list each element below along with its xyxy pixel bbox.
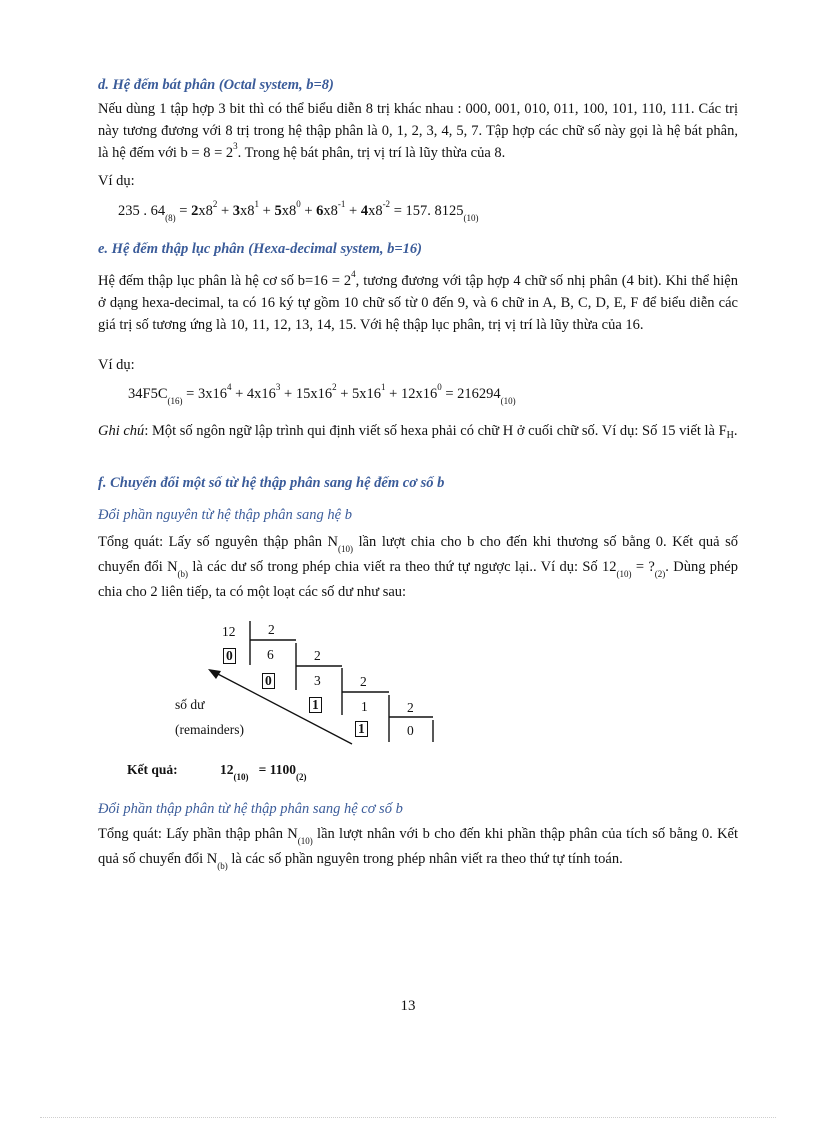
result-value: $12_{(10)}$ = $1100_{(2)}$ — [220, 762, 307, 782]
paragraph-integer-part: Tổng quát: Lấy số nguyên thập phân $N_{(10)}$ lần lượt chia cho b cho đến khi thương số bằng 0. Kết quả số chuyển đổi $N_{(b)}$ là các dư số trong phép chia viết ra theo thứ tự ngược lại.. Ví dụ: Số $12_{(10)}$ = $?_{(2)}$. Dùng phép chia cho 2 liên tiếp, ta có một loạt các số dư như sau: — [98, 534, 739, 600]
equation-hex: $34F5C_{(16)} = 3x16^4 + 4x16^3 + 15x16^2 + 5x16^1 + 12x16^0 = 216294_{(10)}$ — [128, 382, 516, 406]
divisor-2-a: 2 — [268, 622, 275, 637]
quotient-3: 3 — [314, 673, 321, 688]
heading-conversion: f. Chuyển đổi một số từ hệ thập phân sang hệ đếm cơ số b — [98, 475, 445, 491]
remainder-box: 1 — [309, 697, 322, 713]
remainder-box: 1 — [355, 721, 368, 737]
page-number: 13 — [400, 998, 416, 1014]
divisor-2-b: 2 — [314, 648, 321, 663]
paragraph-fraction-part: Tổng quát: Lấy phần thập phân $N_{(10)}$ lần lượt nhân với b cho đến khi phần thập phân của tích số bằng 0. Kết quả số chuyển đổi $N_{(b)}$ là các số phần nguyên trong phép nhân viết ra theo thứ tự tính toán. — [98, 826, 739, 871]
result-label: Kết quả: — [127, 762, 178, 777]
remainder-box: 0 — [223, 648, 236, 664]
quotient-1: 1 — [361, 699, 368, 714]
heading-octal: d. Hệ đếm bát phân (Octal system, b=8) — [98, 77, 334, 93]
note-hex: Ghi chú: Một số ngôn ngữ lập trình qui định viết số hexa phải có chữ H ở cuối chữ số. Ví dụ: Số 15 viết là $F_H$. — [98, 423, 738, 441]
paragraph-hexadecimal: Hệ đếm thập lục phân là hệ cơ số $b=16 = 2^4$, tương đương với tập hợp 4 chữ số nhị phân (4 bit). Khi thể hiện ở dạng hexa-decimal, ta có 16 ký tự gồm 10 chữ số từ 0 đến 9, và 6 chữ in A, B, C, D, E, F để biểu diễn các giá trị số tương ứng là 10, 11, 12, 13, 14, 15. Với hệ thập lục phân, trị vị trí là lũy thừa của 16. — [98, 269, 738, 333]
example-label: Ví dụ: — [98, 173, 135, 189]
quotient-0: 0 — [407, 723, 414, 738]
paragraph-octal: Nếu dùng 1 tập hợp 3 bit thì có thể biểu diễn 8 trị khác nhau : 000, 001, 010, 011, 100, 101, 110, 111. Các trị này tương đương với 8 trị trong hệ thập phân là 0, 1, 2, 3, 4, 5, 7. Tập hợp các chữ số này gọi là hệ bát phân, là hệ đếm với $b = 8 = 2^3$. Trong hệ bát phân, trị vị trí là lũy thừa của 8. — [98, 101, 738, 161]
divisor-2-c: 2 — [360, 674, 367, 689]
footer-divider — [40, 1117, 776, 1118]
arrow-head-icon — [208, 669, 221, 679]
remainder-label: số dư — [175, 697, 205, 712]
quotient-6: 6 — [267, 647, 274, 662]
subheading-fraction-part: Đổi phần thập phân từ hệ thập phân sang hệ cơ số b — [98, 801, 403, 817]
divisor-2-d: 2 — [407, 700, 414, 715]
subheading-integer-part: Đổi phần nguyên từ hệ thập phân sang hệ b — [98, 507, 352, 523]
equation-octal: 235 . $64_{(8)} = 2x8^2 + 3x8^1 + 5x8^0 + 6x8^{-1} + 4x8^{-2} = 157$. $8125_{(10)}$ — [118, 199, 479, 223]
heading-hexadecimal: e. Hệ đếm thập lục phân (Hexa-decimal system, b=16) — [98, 241, 422, 257]
dividend-12: 12 — [222, 624, 236, 639]
remainder-box: 0 — [262, 673, 275, 689]
remainder-label-en: (remainders) — [175, 722, 244, 737]
example-label-hex: Ví dụ: — [98, 357, 135, 373]
